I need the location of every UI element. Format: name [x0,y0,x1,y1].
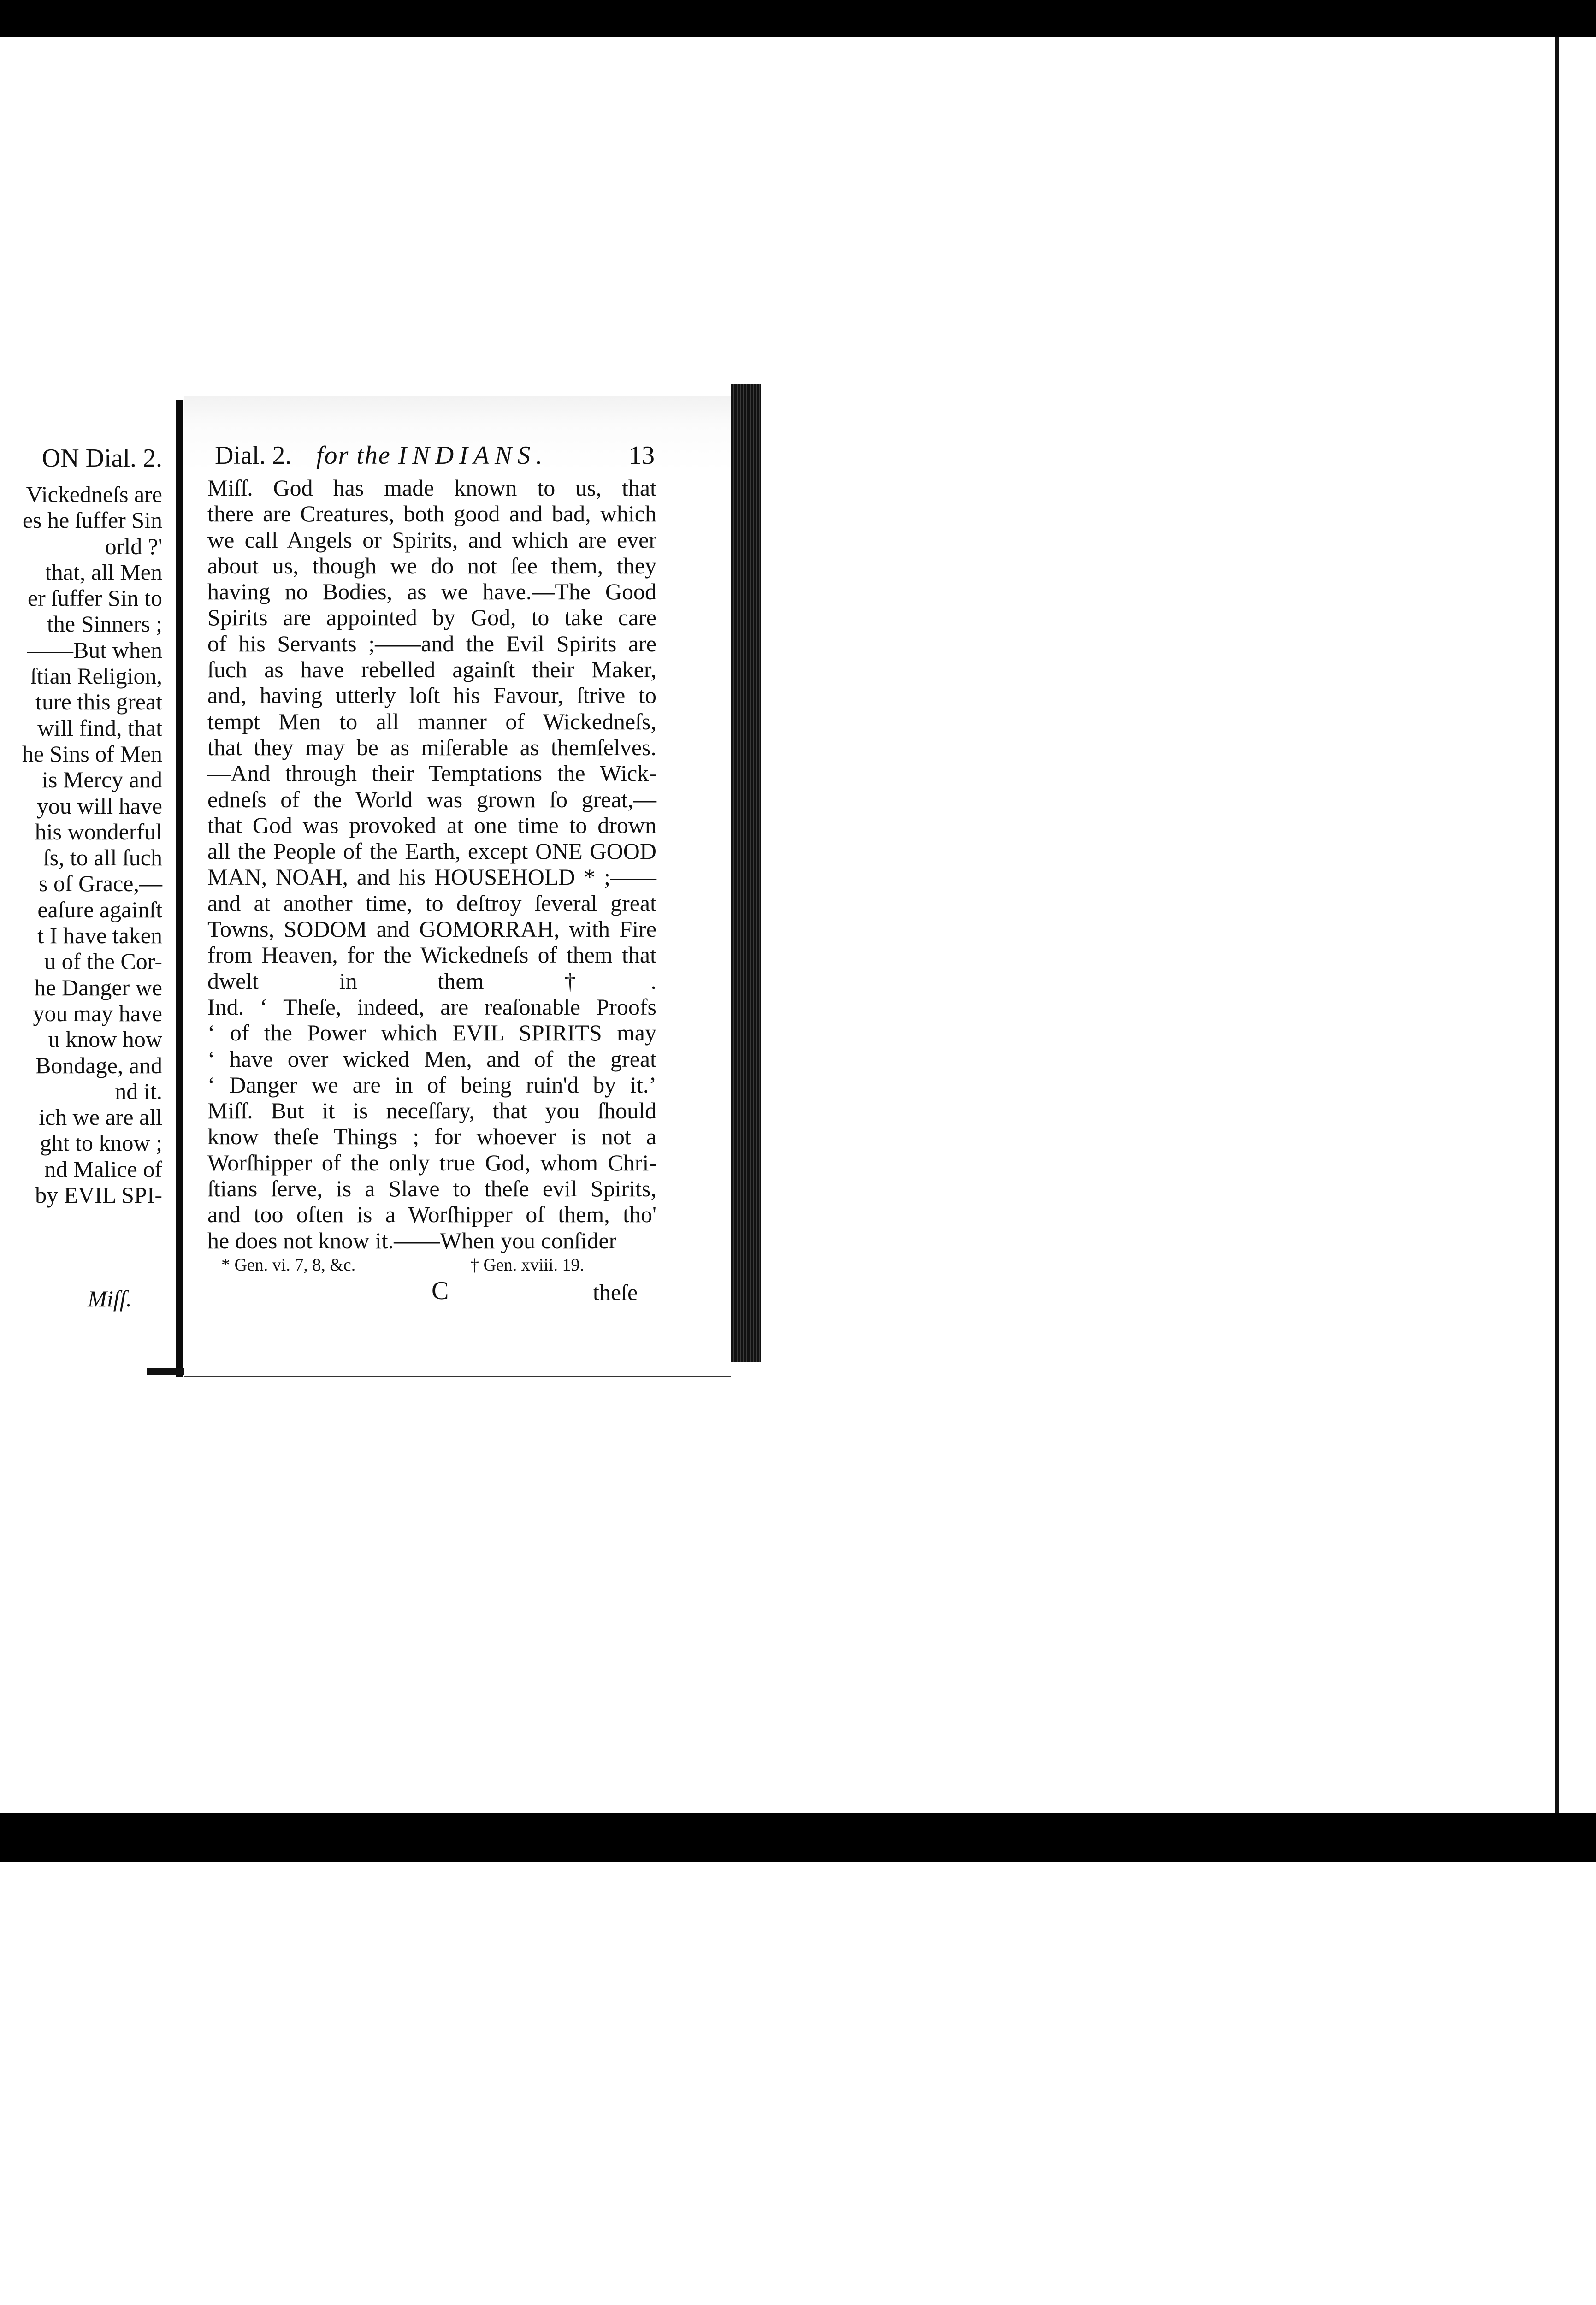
text-line: and, having utterly loſt his Favour, ſtrive to [207,682,656,709]
book-gutter [176,400,183,1377]
left-text-line: s of Grace,— [39,870,162,897]
scan-border-top [0,0,1596,37]
signature-mark: C [432,1277,449,1305]
left-page-text [0,481,162,1208]
text-line: all the People of the Earth, except ONE GOOD [207,838,656,864]
running-head [215,441,655,474]
catchword: theſe [593,1279,638,1305]
left-page [0,400,178,1377]
footnote-genesis-vi: * Gen. vi. 7, 8, &c. [221,1255,356,1275]
scan-border-right [1555,37,1559,1813]
running-title [316,441,548,470]
text-line: about us, though we do not ſee them, they [207,552,656,579]
footnotes [221,1255,599,1281]
left-text-line: Vickedneſs are [26,481,162,507]
page-number: 13 [629,441,655,470]
left-text-line: he Danger we [34,974,162,1000]
left-text-line: his wonderful [35,818,162,845]
text-line: tempt Men to all manner of Wickedneſs, [207,708,656,734]
left-text-line: you will have [36,792,162,819]
left-text-line: nd it. [115,1078,162,1104]
dialogue-label: Dial. 2. [215,441,292,470]
text-line: that they may be as miſerable as themſelves. [207,734,656,760]
running-title-caps: INDIANS. [398,441,548,470]
left-text-line: u of the Cor- [44,948,162,975]
text-line: dwelt in them †. [207,968,656,994]
left-text-line: will find, that [37,715,162,741]
left-text-line: the Sinners ; [47,611,162,637]
text-line: of his Servants ;——and the Evil Spirits are [207,630,656,656]
text-line: ‘ Danger we are in of being ruin'd by it.’ [207,1071,656,1098]
left-text-line: nd Malice of [44,1156,162,1182]
text-line: Worſhipper of the only true God, whom Chri- [207,1149,656,1176]
text-line: —And through their Temptations the Wick- [207,760,656,786]
left-text-line: he Sins of Men [22,740,162,767]
text-line: that God was provoked at one time to drown [207,812,656,838]
left-text-line: Bondage, and [35,1052,162,1078]
scan-border-bottom [0,1813,1596,1862]
text-line: from Heaven, for the Wickedneſs of them that [207,942,656,968]
text-line: know theſe Things ; for whoever is not a [207,1123,656,1150]
text-line: and at another time, to deſtroy ſeveral great [207,890,656,916]
text-line: MAN, NOAH, and his HOUSEHOLD * ;—— [207,864,656,890]
left-running-head: ON Dial. 2. [41,444,162,473]
left-text-line: u know how [48,1026,162,1052]
left-text-line: orld ?' [105,533,162,559]
page-body-text [207,475,656,1253]
left-text-line: is Mercy and [41,767,162,793]
text-line: and too often is a Worſhipper of them, tho' [207,1201,656,1228]
left-text-line: ture this great [35,689,162,715]
left-text-line: t I have taken [37,922,162,949]
text-line: edneſs of the World was grown ſo great,— [207,786,656,812]
text-line: Miſſ. But it is neceſſary, that you ſhould [207,1098,656,1124]
right-page [184,396,731,1377]
running-title-prefix: for the [316,441,391,470]
left-text-line: by EVIL SPI- [35,1182,162,1208]
text-line: ſuch as have rebelled againſt their Maker, [207,656,656,683]
left-text-line: that, all Men [45,559,162,585]
text-line: ſtians ſerve, is a Slave to theſe evil Spirits, [207,1176,656,1202]
left-catchword: Miſſ. [88,1286,132,1312]
footnote-genesis-xviii: † Gen. xviii. 19. [470,1255,584,1275]
text-line: ‘ of the Power which EVIL SPIRITS may [207,1020,656,1046]
text-line: Towns, SODOM and GOMORRAH, with Fire [207,916,656,942]
left-text-line: er ſuffer Sin to [27,585,162,611]
text-line: we call Angels or Spirits, and which are ever [207,526,656,553]
text-line: having no Bodies, as we have.—The Good [207,579,656,605]
left-text-line: ght to know ; [40,1130,162,1156]
text-line: Miſſ. God has made known to us, that [207,475,656,501]
left-text-line: ——But when [27,637,162,663]
page-block-edge [731,384,761,1362]
text-line: ‘ have over wicked Men, and of the great [207,1046,656,1072]
left-text-line: eaſure againſt [37,896,162,922]
text-line: Spirits are appointed by God, to take care [207,604,656,631]
left-text-line: es he ſuffer Sin [22,507,162,533]
left-text-line: ich we are all [39,1104,162,1130]
left-text-line: ſtian Religion, [30,663,162,689]
left-text-line: ſs, to all ſuch [43,845,162,871]
left-text-line: you may have [33,1000,162,1026]
text-line: there are Creatures, both good and bad, which [207,501,656,527]
text-line: Ind. ‘ Theſe, indeed, are reaſonable Proofs [207,993,656,1020]
text-line: he does not know it.——When you conſider [207,1227,617,1253]
